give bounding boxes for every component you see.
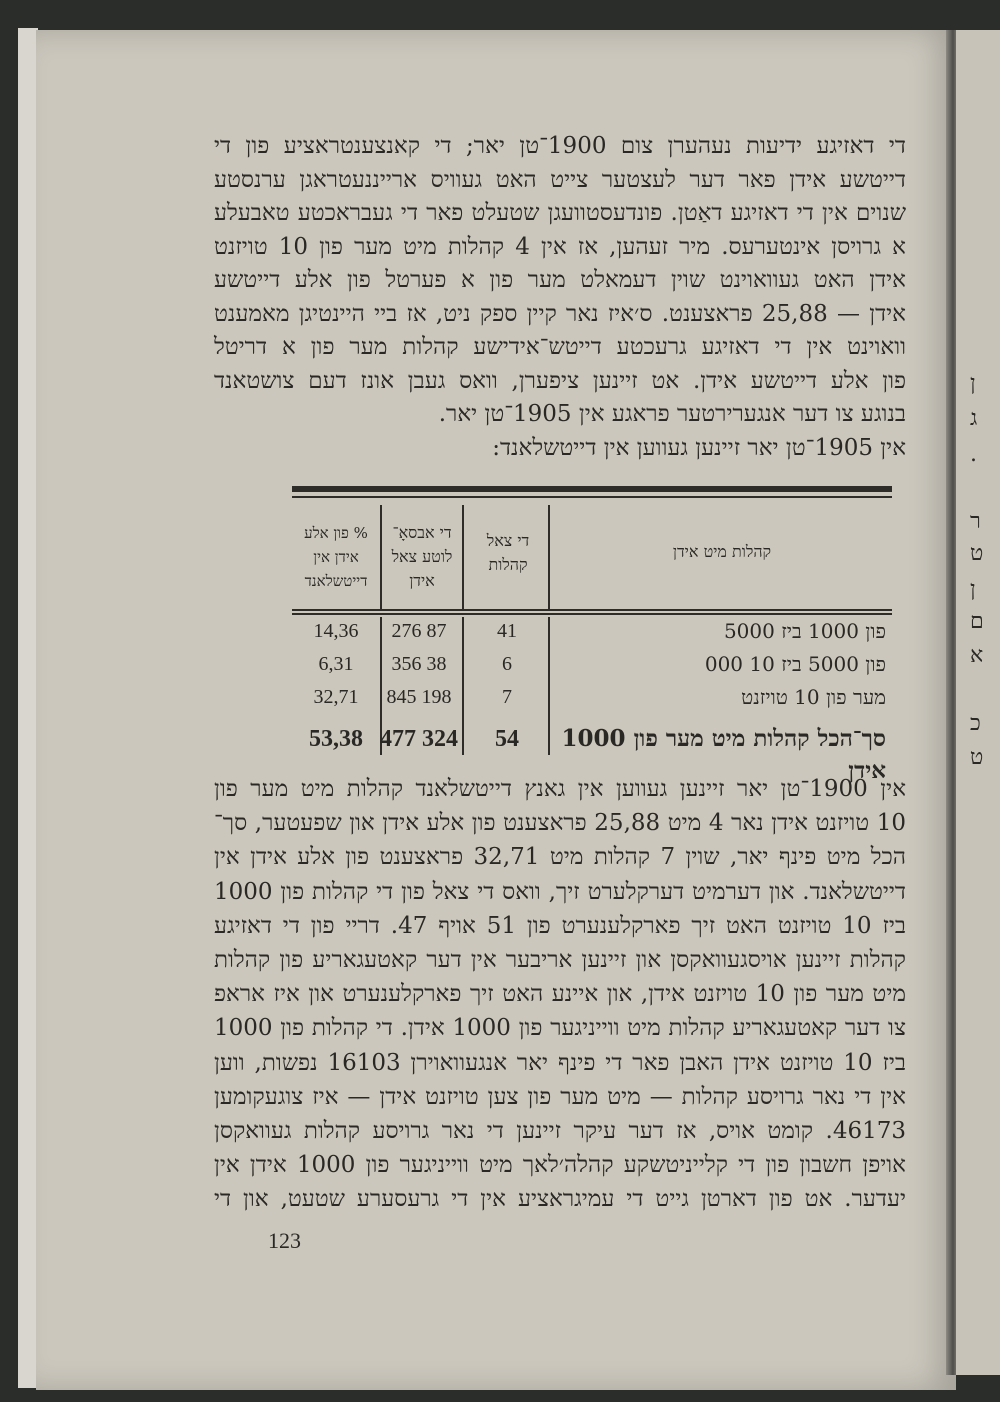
row-count: 7 — [502, 686, 512, 708]
text-line: אידן — 25,88 פראצענט. ס׳איז נאר קיין ספק ניט, אז ביי היינטיגן מאמענט — [214, 300, 906, 327]
facing-page-fragment: ר — [970, 509, 981, 534]
facing-page-fragment: ט — [970, 745, 984, 770]
statistics-table — [292, 487, 892, 784]
text-line: דייטשע אידן פאר דער לעצטער צייט האט געוויס ארייננעטראגן ערנסטע — [214, 166, 906, 193]
paragraph-intro — [214, 130, 906, 465]
table-total-row — [292, 723, 892, 784]
facing-page-fragment: . — [970, 442, 977, 467]
total-label: סך־הכל קהלות מיט מער פון 1000 אידן — [561, 725, 886, 784]
table-row — [292, 681, 892, 713]
facing-page-fragment: ם — [970, 609, 984, 634]
text-line: ביז 10 טויזנט האט זיך פארקלענערט פון 51 אויף 47. דריי פון די דאזיגע — [214, 912, 906, 939]
facing-page-fragment: ג — [970, 406, 978, 431]
text-line: אין די נאר גרויסע קהלות — מיט מער פון צען טויזנט אידן — איז צוגעקומען — [214, 1083, 906, 1110]
header-percent: % פון אלע אידן אין דייטשלאנד — [304, 524, 368, 590]
page-number: 123 — [268, 1228, 301, 1253]
text-line: קהלות זיינען אויסגעוואקסן און זיינען אריבער אין דער קאטעגאריע פון קהלות — [214, 947, 906, 974]
row-count: 6 — [502, 653, 512, 675]
facing-page-fragment: ן — [970, 371, 976, 396]
column-divider — [548, 505, 550, 609]
text-line: אין 1900־טן יאר זיינען געווען אין גאנץ דייטשלאנד קהלות מיט מער פון — [214, 776, 906, 802]
column-divider — [462, 505, 464, 609]
row-label: פון 5000 ביז 10 000 — [704, 652, 886, 676]
table-row — [292, 648, 892, 680]
row-percent: 6,31 — [318, 653, 354, 675]
text-line: א גרויסן אינטערעס. מיר זעהען, אז אין 4 קהלות מיט מער פון 10 טויזנט — [214, 233, 906, 260]
paragraph-analysis — [214, 772, 906, 1217]
text-line: 46173. קומט אויס, אז דער עיקר זיינען די נאר גרויסע קהלות געוואקסן — [214, 1118, 906, 1145]
text-line: בנוגע צו דער אנגערירטער פראגע אין 1905־טן יאר. — [438, 401, 906, 427]
row-absolute: 198 845 — [386, 686, 452, 708]
header-absolute: די אבסאָ־ לוטע צאל אידן — [391, 523, 453, 590]
total-absolute: 324 477 — [380, 726, 458, 752]
column-divider — [380, 505, 382, 609]
text-line: צו דער קאטעגאריע קהלות מיט ווייניגער פון 1000 אידן. די קהלות פון 1000 — [214, 1015, 906, 1042]
text-line: ביז 10 טויזנט אידן האבן פאר די פינף יאר אנגעוואוירן 16103 נפשות, ווען — [214, 1049, 906, 1076]
total-percent: 53,38 — [309, 726, 363, 752]
facing-page-edge — [956, 30, 1000, 1375]
row-label: מער פון 10 טויזנט — [741, 685, 886, 709]
facing-page-fragment: כ — [970, 711, 981, 736]
table-row — [292, 615, 892, 647]
facing-page-fragment: ט — [970, 541, 984, 566]
row-percent: 14,36 — [313, 620, 359, 642]
text-line: הכל מיט פינף יאר, שוין 7 קהלות מיט 32,71 פראצענט פון אלע אידן אין — [214, 844, 906, 871]
text-line: שנוים אין די דאזיגע דאַטן. פונדעסטוועגן שטעלט פאר די געבראכטע טאבעלע — [214, 200, 906, 226]
row-label: פון 1000 ביז 5000 — [723, 619, 886, 643]
text-line: אויפן חשבון פון די קלייניטשקע קהלה׳לאך מיט ווייניגער פון 1000 אידן אין — [214, 1152, 906, 1179]
book-cover-edge — [18, 28, 38, 1388]
row-absolute: 87 276 — [391, 620, 447, 642]
header-rule — [292, 609, 892, 611]
text-line: יעדער. אט פון דארטן גייט די עמיגראציע אין די גרעסערע שטעט, און די — [214, 1186, 906, 1213]
text-line: די דאזיגע ידיעות נעהערן צום 1900־טן יאר; די קאנצענטראציע פון די — [214, 133, 906, 159]
row-absolute: 38 356 — [391, 653, 447, 675]
row-percent: 32,71 — [313, 686, 359, 708]
header-communities: קהלות מיט אידן — [672, 542, 772, 561]
text-line: 10 טויזנט אידן נאר 4 מיט 25,88 פראצענט פון אלע אידן און שפעטער, סך־ — [214, 810, 906, 837]
text-line: אידן האט געוואוינט שוין דעמאלט מער פון א פערטל פון אלע דייטשע — [214, 267, 906, 293]
row-count: 41 — [497, 620, 517, 642]
total-count: 54 — [495, 726, 519, 752]
text-line: פון אלע דייטשע אידן. אט זיינען ציפערן, וואס געבן אונז דעם צושטאנד — [214, 367, 906, 394]
text-line: אין 1905־טן יאר זיינען געווען אין דייטשלאנד: — [492, 434, 906, 461]
facing-page-fragment: ן — [970, 577, 976, 602]
facing-page-fragment: א — [970, 643, 984, 668]
text-line: דייטשלאנד. און דערמיט דערקלערט זיך, וואס די צאל פון די קהלות פון 1000 — [214, 878, 906, 905]
text-line: וואוינט אין די דאזיגע גרעכטע דייטש־אידישע קהלות מער פון א דריטל — [214, 334, 906, 360]
header-count: די צאל קהלות — [486, 531, 530, 574]
text-line: מיט מער פון 10 טויזנט אידן, און איינע האט זיך פארקלענערט און איז אראפ — [214, 981, 906, 1008]
